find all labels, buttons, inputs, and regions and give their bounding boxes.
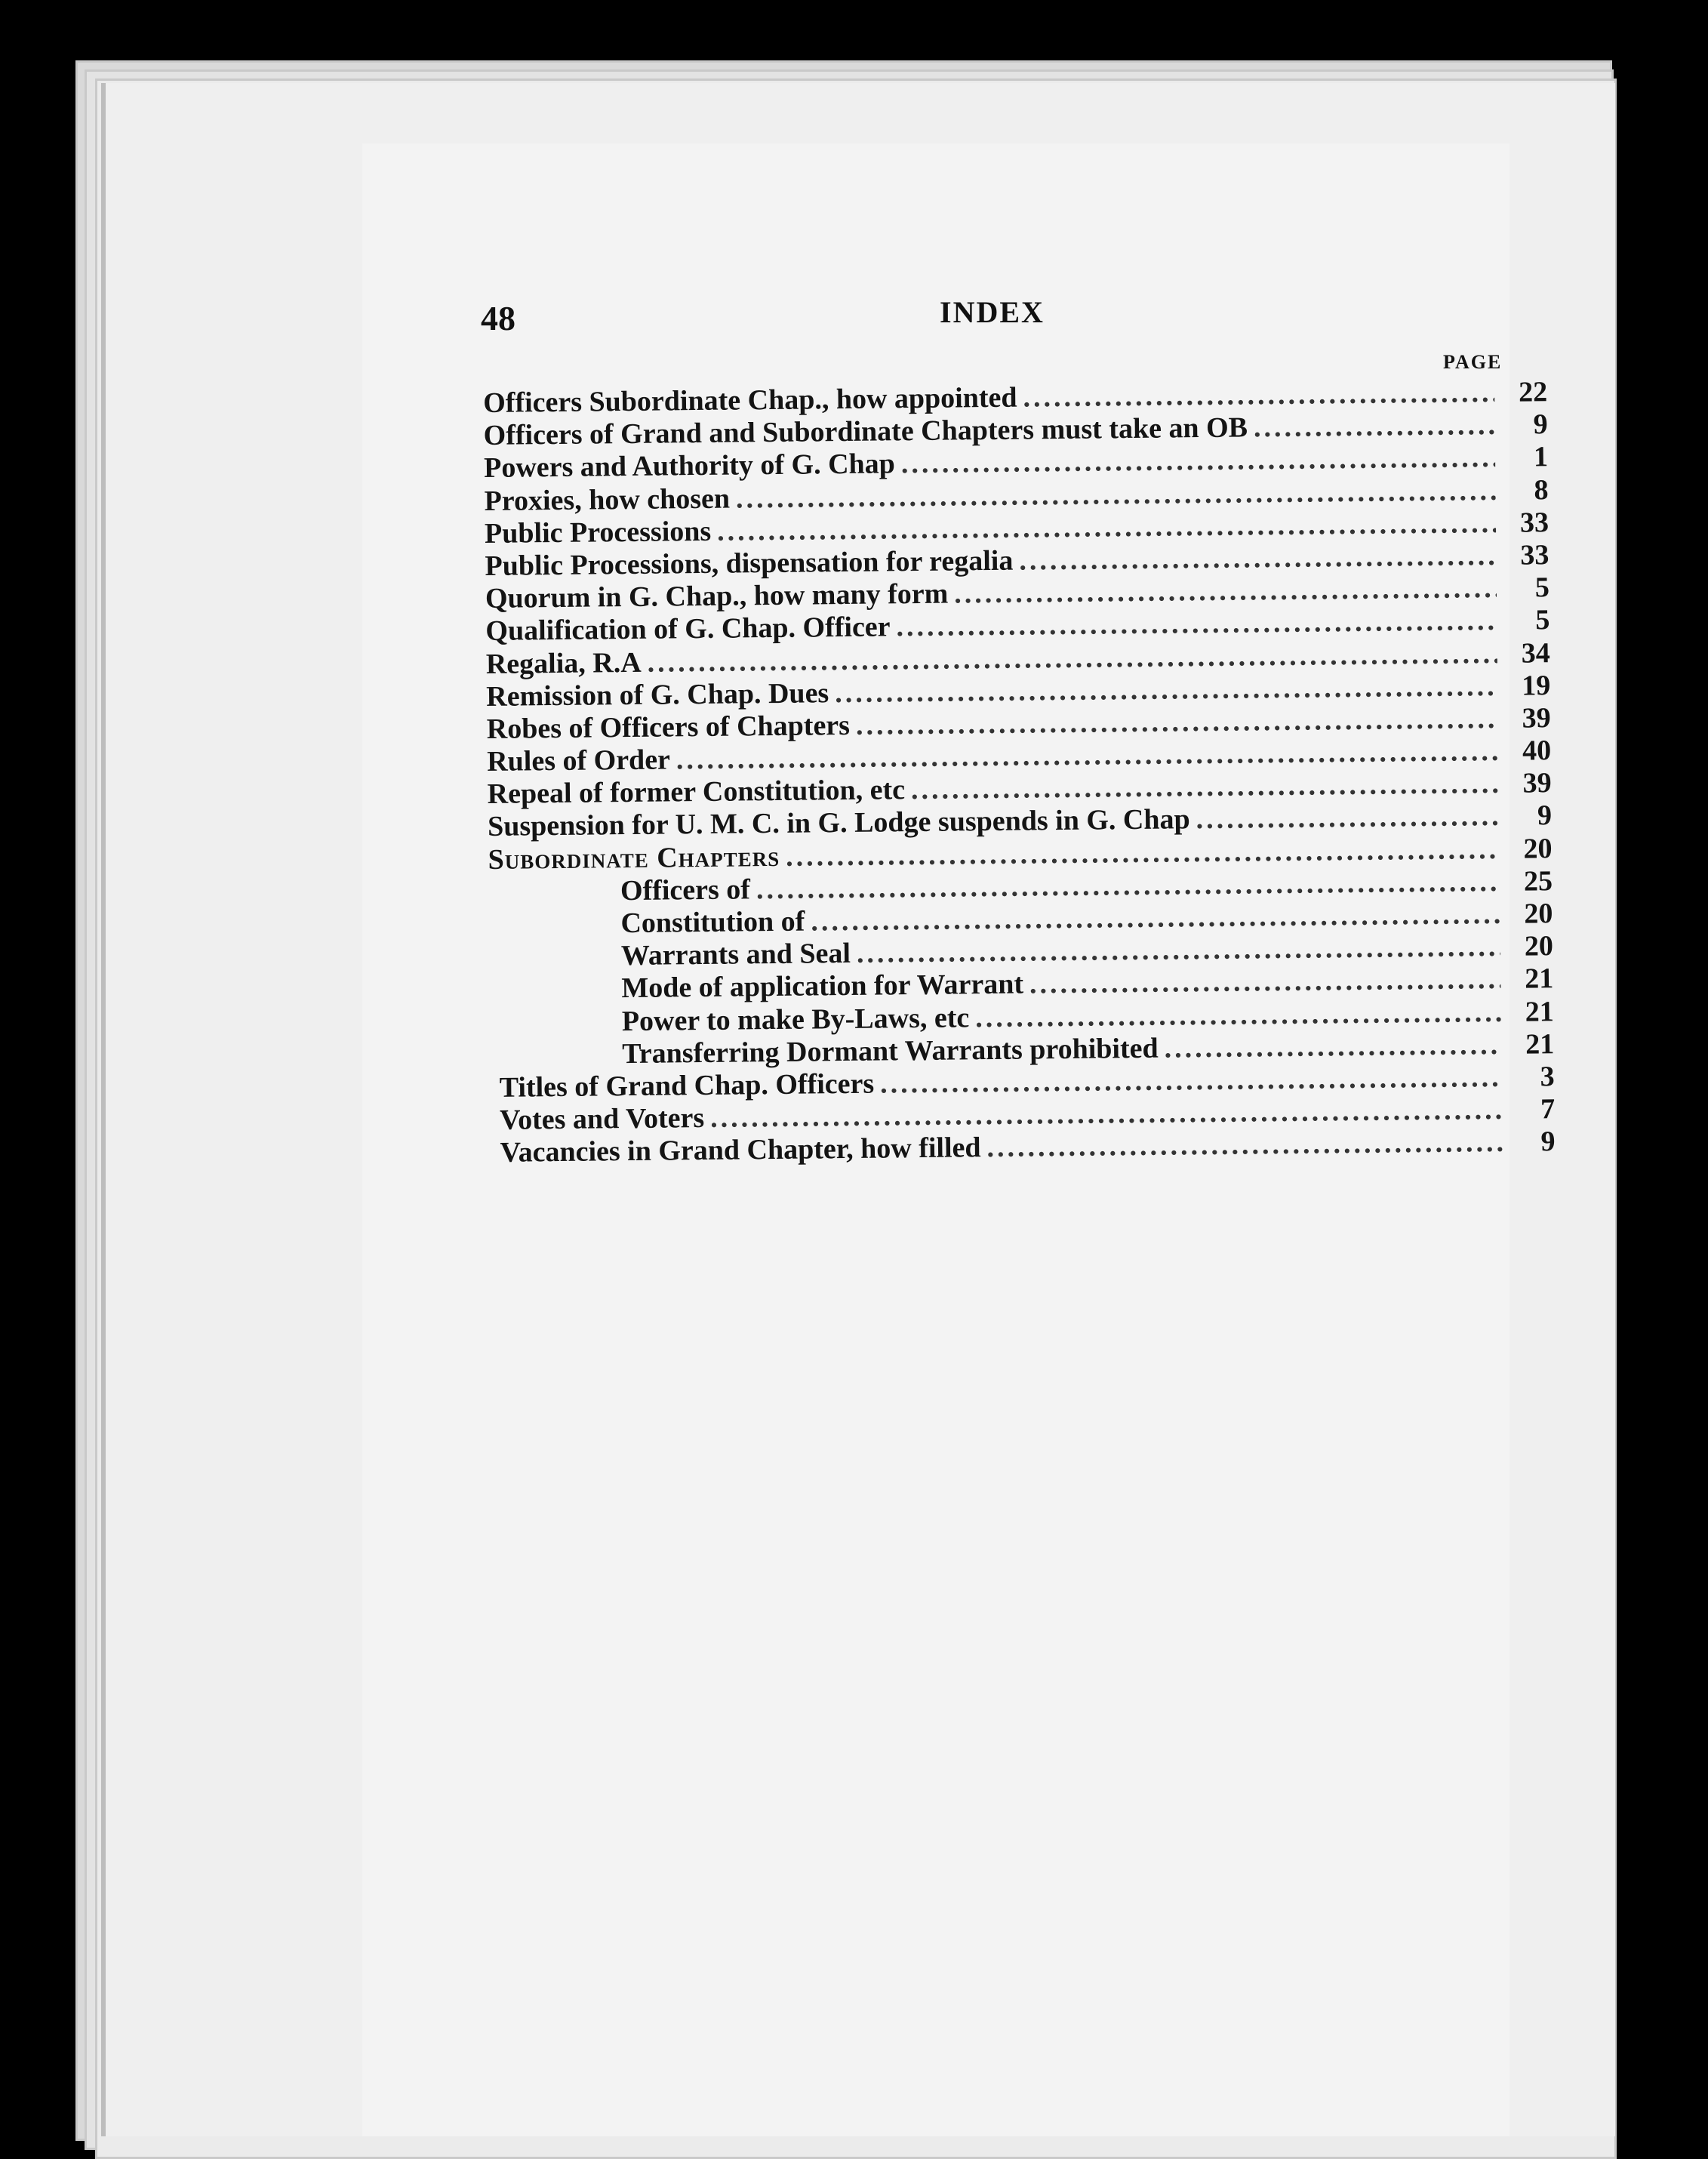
- entry-page: 7: [1540, 1093, 1556, 1126]
- entry-page: 33: [1519, 506, 1550, 539]
- dot-leader: [1023, 376, 1494, 414]
- entry-page: 5: [1534, 571, 1550, 604]
- entry-page: 39: [1522, 702, 1551, 735]
- entry-label: Public Processions: [484, 515, 712, 550]
- entry-page: 34: [1521, 636, 1550, 670]
- entry-label: Officers of Grand and Subordinate Chapters must take an OB: [483, 411, 1248, 452]
- dot-leader: [1254, 408, 1495, 444]
- entry-label: Constitution of: [620, 905, 805, 940]
- entry-label: Regalia, R.A: [485, 646, 642, 680]
- entry-label: Subordinate Chapters: [488, 840, 780, 876]
- entry-page: 3: [1540, 1061, 1555, 1093]
- entry-page: 22: [1518, 376, 1548, 408]
- entry-page: 8: [1534, 473, 1549, 506]
- entry-label: Suspension for U. M. C. in G. Lodge suspends in G. Chap: [487, 803, 1190, 843]
- entry-label: Public Processions, dispensation for regalia: [485, 544, 1014, 582]
- entry-label: Mode of application for Warrant: [621, 968, 1024, 1005]
- entry-page: 20: [1523, 832, 1553, 865]
- dot-leader: [986, 1126, 1502, 1164]
- page-heading: INDEX: [940, 295, 1045, 329]
- entry-page: 9: [1533, 408, 1548, 441]
- entry-label: Robes of Officers of Chapters: [486, 709, 851, 745]
- dot-leader: [1029, 962, 1501, 1001]
- entry-label: Votes and Voters: [499, 1102, 705, 1136]
- entry-label: Transferring Dormant Warrants prohibited: [622, 1032, 1159, 1070]
- entry-page: 9: [1537, 799, 1553, 832]
- dot-leader: [1019, 539, 1497, 577]
- entry-label: Officers Subordinate Chap., how appointed: [483, 381, 1017, 419]
- entry-label: Remission of G. Chap. Dues: [486, 676, 829, 713]
- page-column-label: PAGE: [1443, 351, 1503, 373]
- entry-label: Powers and Authority of G. Chap: [483, 448, 896, 485]
- entry-page: 9: [1540, 1126, 1556, 1158]
- entry-page: 1: [1533, 441, 1549, 473]
- index-list: [483, 375, 1556, 1169]
- entry-label: Power to make By-Laws, etc: [621, 1001, 970, 1037]
- entry-page: 39: [1522, 767, 1552, 799]
- entry-label: Officers of: [620, 873, 751, 907]
- entry-page: 40: [1522, 735, 1552, 767]
- dot-leader: [1164, 1028, 1501, 1065]
- entry-page: 21: [1525, 995, 1554, 1028]
- entry-page: 20: [1524, 898, 1553, 930]
- page-number: 48: [481, 299, 515, 337]
- entry-page: 33: [1520, 539, 1550, 571]
- entry-label: Quorum in G. Chap., how many form: [485, 577, 949, 615]
- entry-label: Rules of Order: [486, 744, 671, 778]
- entry-label: Titles of Grand Chap. Officers: [499, 1067, 875, 1104]
- entry-page: 21: [1525, 962, 1554, 995]
- entry-label: Warrants and Seal: [620, 938, 851, 972]
- entry-label: Repeal of former Constitution, etc: [487, 774, 906, 811]
- entry-page: 25: [1523, 865, 1553, 898]
- entry-page: 20: [1524, 930, 1554, 962]
- entry-label: Vacancies in Grand Chapter, how filled: [500, 1132, 981, 1169]
- entry-label: Qualification of G. Chap. Officer: [485, 611, 891, 648]
- entry-page: 5: [1535, 604, 1550, 636]
- entry-page: 19: [1522, 669, 1551, 702]
- dot-leader: [1196, 799, 1499, 836]
- entry-page: 21: [1525, 1027, 1555, 1061]
- entry-label: Proxies, how chosen: [484, 482, 731, 517]
